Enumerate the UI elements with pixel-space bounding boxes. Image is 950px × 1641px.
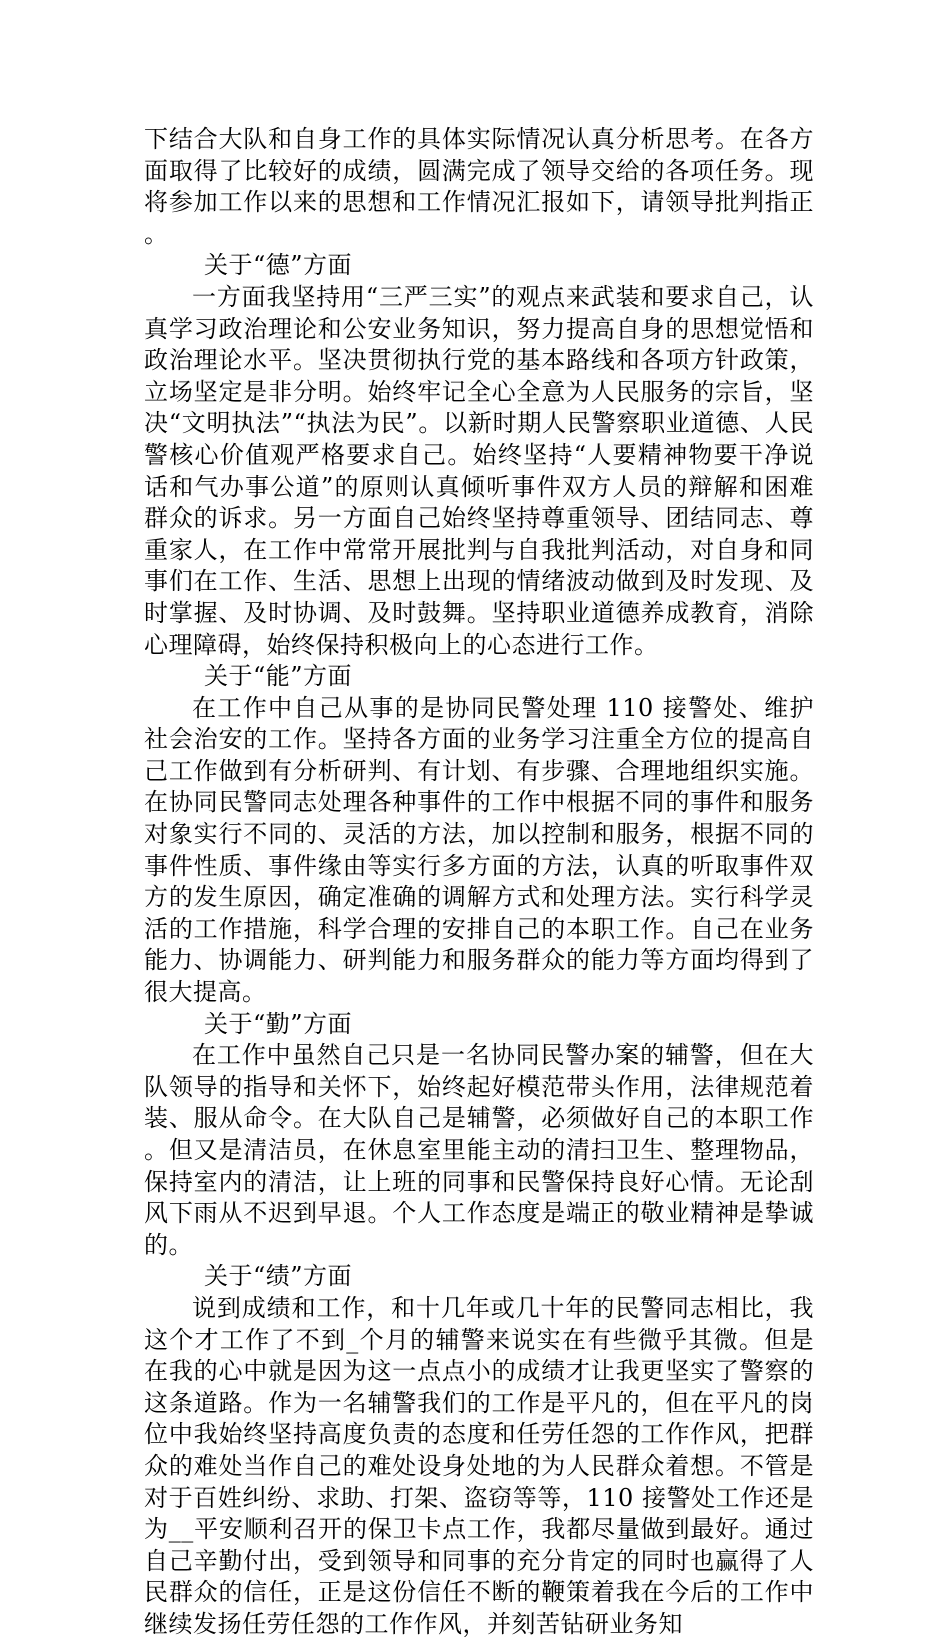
section-heading-ji: 关于“绩”方面 bbox=[204, 1262, 353, 1291]
paragraph-intro: 下结合大队和自身工作的具体实际情况认真分析思考。在各方面取得了比较好的成绩，圆满完成了领导交给的各项任务。现将参加工作以来的思想和工作情况汇报如下，请领导批判指正。 bbox=[144, 125, 814, 248]
paragraph-ji: 说到成绩和工作，和十几年或几十年的民警同志相比，我这个才工作了不到_个月的辅警来说实在有些微乎其微。但是在我的心中就是因为这一点点小的成绩才让我更坚实了警察的这条道路。作为一名辅警我们的工作是平凡的，但在平凡的岗位中我始终坚持高度负责的态度和任劳任怨的工作作风，把群众的难处当作自己的难处设身处地的为人民群众着想。不管是对于百姓纠纷、求助、打架、盗窃等等，110 接警处工作还是为__平安顺利召开的保卫卡点工作，我都尽量做到最好。通过自己辛勤付出，受到领导和同事的充分肯定的同时也赢得了人民群众的信任，正是这份信任不断的鞭策着我在今后的工作中继续发扬任劳任怨的工作作风，并刻苦钻研业务知 bbox=[144, 1293, 814, 1638]
paragraph-neng: 在工作中自己从事的是协同民警处理 110 接警处、维护社会治安的工作。坚持各方面的业务学习注重全方位的提高自己工作做到有分析研判、有计划、有步骤、合理地组织实施。在协同民警同志处理各种事件的工作中根据不同的事件和服务对象实行不同的、灵活的方法，加以控制和服务，根据不同的事件性质、事件缘由等实行多方面的方法，认真的听取事件双方的发生原因，确定准确的调解方式和处理方法。实行科学灵活的工作措施，科学合理的安排自己的本职工作。自己在业务能力、协调能力、研判能力和服务群众的能力等方面均得到了很大提高。 bbox=[144, 693, 814, 1007]
document-body bbox=[144, 124, 814, 1641]
paragraph-qin: 在工作中虽然自己只是一名协同民警办案的辅警，但在大队领导的指导和关怀下，始终起好模范带头作用，法律规范着装、服从命令。在大队自己是辅警，必须做好自己的本职工作。但又是清洁员，在休息室里能主动的清扫卫生、整理物品，保持室内的清洁，让上班的同事和民警保持良好心情。无论刮风下雨从不迟到早退。个人工作态度是端正的敬业精神是挚诚的。 bbox=[144, 1041, 814, 1259]
section-heading-neng: 关于“能”方面 bbox=[204, 662, 353, 691]
section-heading-qin: 关于“勤”方面 bbox=[204, 1009, 353, 1038]
section-heading-de: 关于“德”方面 bbox=[204, 251, 353, 280]
paragraph-de: 一方面我坚持用“三严三实”的观点来武装和要求自己，认真学习政治理论和公安业务知识，努力提高自身的思想觉悟和政治理论水平。坚决贯彻执行党的基本路线和各项方针政策，立场坚定是非分明。始终牢记全心全意为人民服务的宗旨，坚决“文明执法”“执法为民”。以新时期人民警察职业道德、人民警核心价值观严格要求自己。始终坚持“人要精神物要干净说话和气办事公道”的原则认真倾听事件双方人员的辩解和困难群众的诉求。另一方面自己始终坚持尊重领导、团结同志、尊重家人，在工作中常常开展批判与自我批判活动，对自身和同事们在工作、生活、思想上出现的情绪波动做到及时发现、及时掌握、及时协调、及时鼓舞。坚持职业道德养成教育，消除心理障碍，始终保持积极向上的心态进行工作。 bbox=[144, 282, 814, 659]
